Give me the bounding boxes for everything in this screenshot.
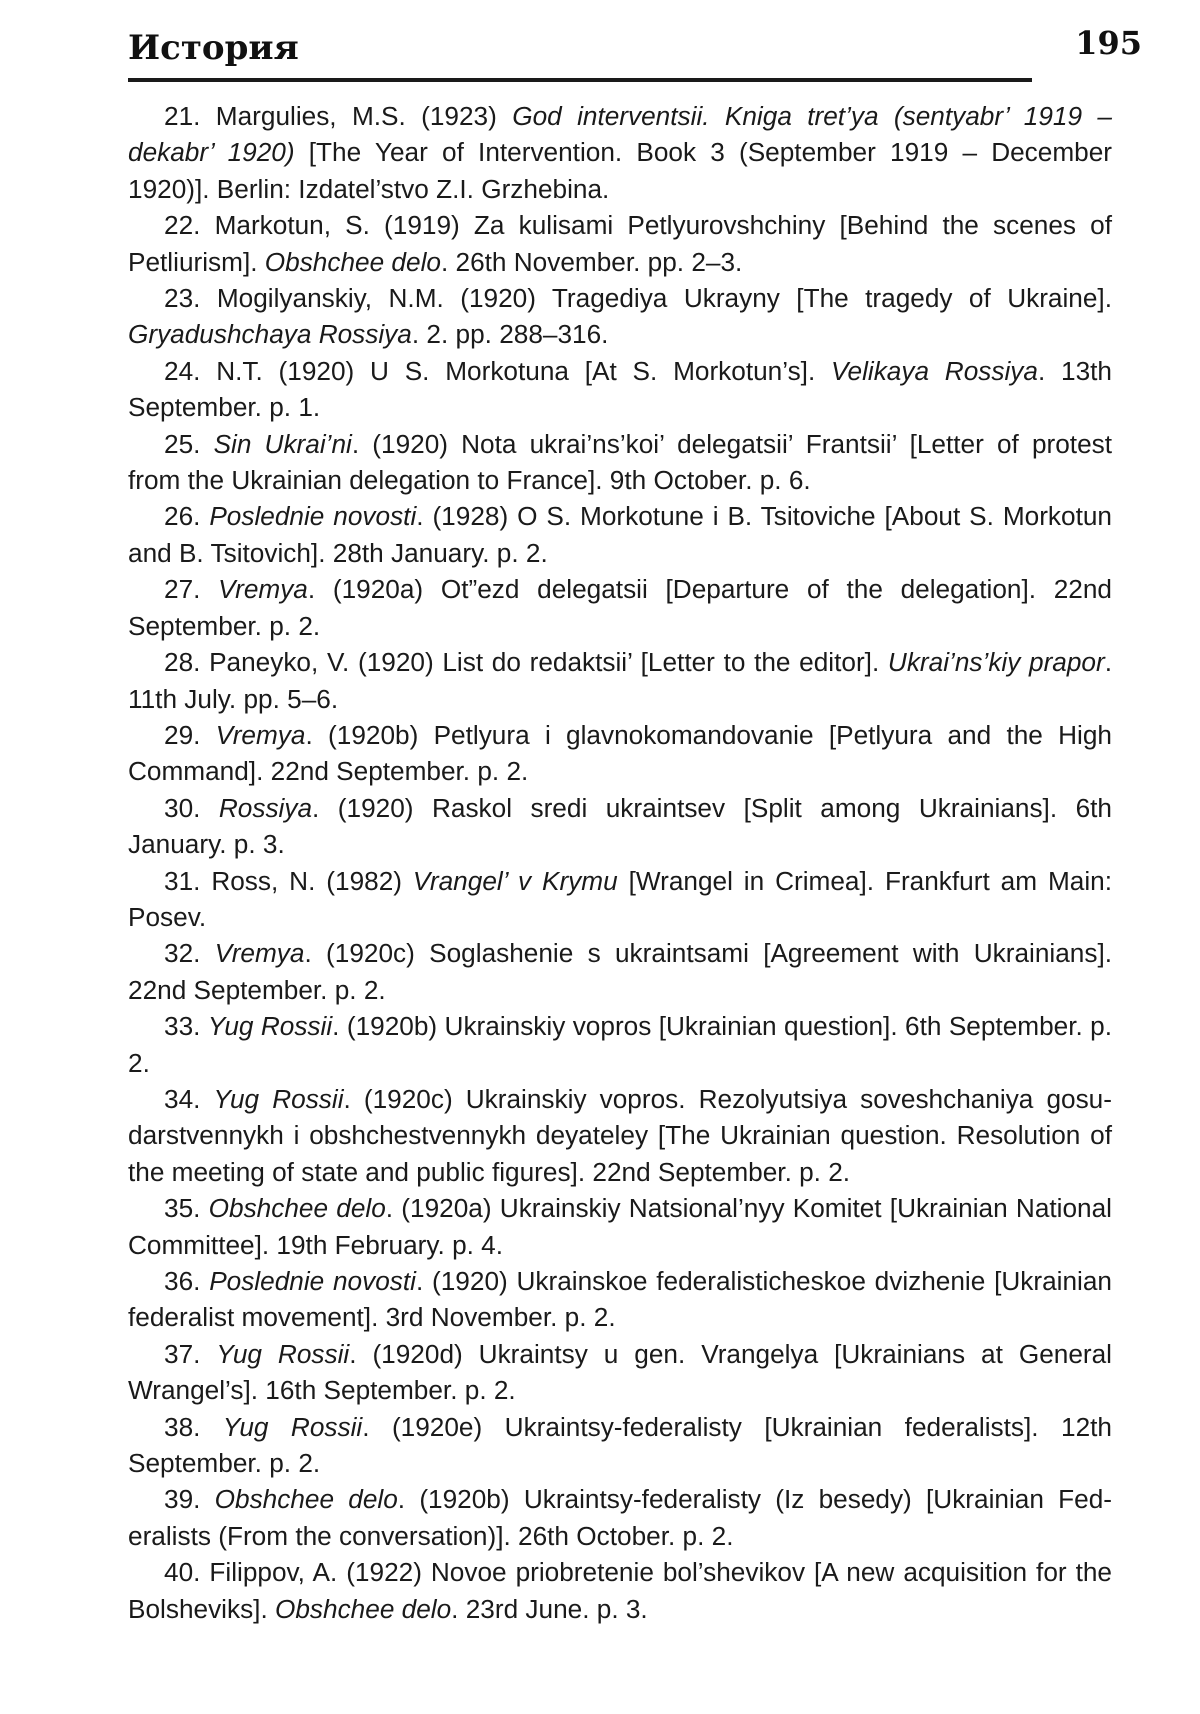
reference-text: . (1920e) Ukraintsy-federalisty [Ukrainian federalists]. 12th September. p. 2.: [128, 1411, 1112, 1479]
reference-source-title: God interventsii. Kniga tret’ya (sentyabr’ 1919 – dekabr’ 1920): [128, 101, 1112, 168]
reference-number: 36.: [164, 1266, 201, 1296]
reference-text: [200, 938, 214, 968]
reference-text: N.T. (1920) U S. Morkotuna [At S. Morkotun’s].: [200, 355, 832, 386]
reference-text: Markotun, S. (1919) Za kulisami Petlyurovshchiny [Behind the scenes of Petliurism].: [128, 210, 1112, 277]
reference-source-title: Obshchee delo: [208, 1193, 386, 1224]
reference-text: [200, 574, 218, 604]
reference-number: 21.: [164, 101, 201, 131]
reference-text: [200, 501, 209, 531]
reference-text: [200, 1011, 207, 1041]
reference-text: . (1920b) Petlyura i glavnokomandovanie [Petlyura and the High Command]. 22nd September. p. 2.: [128, 719, 1112, 787]
reference-entry: [128, 353, 1112, 426]
reference-source-title: Gryadushchaya Rossiya: [128, 319, 412, 350]
reference-text: Ross, N. (1982): [200, 865, 413, 896]
reference-number: 31.: [164, 865, 201, 896]
reference-number: 37.: [164, 1338, 201, 1369]
reference-number: 26.: [164, 501, 201, 532]
reference-entry: [128, 1081, 1112, 1190]
reference-text: [200, 1339, 216, 1369]
reference-entry: [128, 1481, 1112, 1554]
reference-source-title: Yug Rossii: [216, 1338, 350, 1369]
reference-source-title: Poslednie novosti: [209, 501, 417, 532]
reference-text: [Wrangel in Crimea]. Frankfurt am Main: Posev.: [128, 865, 1112, 932]
reference-entry: [128, 644, 1112, 717]
reference-number: 23.: [164, 283, 201, 314]
reference-entry: [128, 571, 1112, 644]
reference-source-title: Sin Ukrai’ni: [213, 428, 352, 459]
reference-text: Margulies, M.S. (1923): [200, 101, 513, 131]
reference-entry: [128, 426, 1112, 499]
reference-entry: [128, 1008, 1112, 1081]
reference-text: . (1920d) Ukraintsy u gen. Vrangelya [Ukrainians at General Wrangel’s]. 16th September. p. 2.: [128, 1338, 1112, 1406]
reference-text: [200, 1266, 209, 1296]
reference-text: . (1928) O S. Morkotune i B. Tsitoviche [About S. Morkotun and B. Tsitovich]. 28th January. p. 2.: [128, 501, 1112, 568]
reference-source-title: Vremya: [215, 719, 306, 750]
reference-source-title: Vrangel’ v Krymu: [412, 865, 618, 896]
reference-text: Filippov, A. (1922) Novoe priobretenie bol’shevikov [A new acquisition for the Bolsheviks].: [128, 1557, 1112, 1624]
reference-text: . (1920a) Ot”ezd delegatsii [Departure of the delegation]. 22nd September. p. 2.: [128, 574, 1112, 641]
page-number: 195: [1075, 24, 1142, 62]
reference-entry: [128, 1336, 1112, 1409]
reference-number: 34.: [164, 1083, 201, 1114]
reference-number: 40.: [164, 1557, 201, 1588]
reference-text: . 2. pp. 288–316.: [411, 319, 609, 350]
reference-number: 32.: [164, 938, 201, 969]
reference-source-title: Obshchee delo: [214, 1484, 398, 1515]
reference-number: 27.: [164, 574, 201, 605]
reference-text: [200, 1412, 222, 1442]
reference-number: 28.: [164, 647, 201, 678]
reference-source-title: Rossiya: [218, 792, 313, 823]
reference-text: [200, 793, 218, 823]
reference-number: 25.: [164, 428, 201, 459]
reference-source-title: Obshchee delo: [275, 1593, 452, 1624]
reference-list: [128, 98, 1112, 1627]
running-head: История: [128, 28, 299, 68]
reference-entry: [128, 790, 1112, 863]
reference-number: 24.: [164, 355, 201, 386]
reference-entry: [128, 935, 1112, 1008]
header-rule: [128, 78, 1032, 82]
reference-text: . (1920b) Ukraintsy-federalisty (Iz besedy) [Ukrainian Federalists (From the conversation)]. 26th October. p. 2.: [128, 1484, 1112, 1551]
reference-text: . 11th July. pp. 5–6.: [128, 647, 1112, 714]
reference-entry: [128, 863, 1112, 936]
reference-source-title: Yug Rossii: [213, 1083, 344, 1114]
reference-source-title: Ukrai’ns’kiy prapor: [887, 647, 1105, 678]
reference-text: Paneyko, V. (1920) List do redaktsii’ [Letter to the editor].: [200, 647, 888, 678]
reference-text: . 13th September. p. 1.: [128, 355, 1112, 423]
reference-text: [200, 1484, 214, 1514]
reference-text: . (1920) Ukrainskoe federalisticheskoe dvizhenie [Ukrainian federalist movement]. 3rd November. p. 2.: [128, 1266, 1112, 1333]
reference-number: 35.: [164, 1193, 201, 1224]
reference-source-title: Velikaya Rossiya: [831, 355, 1038, 386]
reference-number: 29.: [164, 719, 201, 750]
reference-source-title: Vremya: [218, 574, 308, 605]
reference-text: [The Year of Intervention. Book 3 (September 1919 – December 1920)]. Berlin: Izdatel’stvo Z.I. Grzhebina.: [128, 137, 1113, 204]
reference-text: . 26th November. pp. 2–3.: [440, 246, 743, 277]
reference-text: . (1920) Raskol sredi ukraintsev [Split among Ukrainians]. 6th January. p. 3.: [128, 792, 1112, 860]
reference-text: . (1920c) Ukrainskiy vopros. Rezolyutsiya soveshchaniya gosudarstvennykh i obshchestvennykh deyateley [The Ukrainian question. Resolution of the meeting of state and public figures]. 22nd September. p. 2.: [128, 1083, 1112, 1187]
reference-source-title: Yug Rossii: [222, 1411, 363, 1442]
reference-text: [200, 1193, 208, 1223]
reference-entry: [128, 1554, 1112, 1627]
reference-source-title: Obshchee delo: [264, 246, 441, 277]
reference-entry: [128, 280, 1112, 353]
reference-text: . (1920b) Ukrainskiy vopros [Ukrainian question]. 6th September. p. 2.: [128, 1011, 1113, 1078]
reference-number: 33.: [164, 1011, 201, 1042]
reference-text: [200, 1084, 213, 1114]
reference-text: [200, 429, 213, 459]
reference-source-title: Poslednie novosti: [209, 1266, 416, 1296]
reference-number: 30.: [164, 792, 201, 823]
reference-source-title: Yug Rossii: [207, 1011, 333, 1042]
reference-text: Mogilyanskiy, N.M. (1920) Tragediya Ukrayny [The tragedy of Ukraine].: [200, 283, 1112, 314]
reference-text: . (1920) Nota ukrai’ns’koi’ delegatsii’ Frantsii’ [Letter of protest from the Ukrainian delegation to France]. 9th October. p. 6.: [128, 428, 1113, 496]
reference-source-title: Vremya: [214, 938, 305, 969]
reference-entry: [128, 98, 1112, 207]
reference-entry: [128, 498, 1112, 571]
reference-number: 22.: [164, 210, 201, 241]
reference-entry: [128, 1409, 1112, 1482]
reference-number: 38.: [164, 1411, 201, 1442]
reference-entry: [128, 717, 1112, 790]
reference-number: 39.: [164, 1484, 201, 1515]
reference-text: . (1920c) Soglashenie s ukraintsami [Agreement with Ukrainians]. 22nd September. p. 2.: [128, 938, 1112, 1005]
page-header: [128, 24, 1142, 82]
reference-text: . (1920a) Ukrainskiy Natsional’nyy Komitet [Ukrainian National Committee]. 19th February. p. 4.: [128, 1193, 1112, 1260]
reference-entry: [128, 1190, 1112, 1263]
reference-text: . 23rd June. p. 3.: [451, 1593, 648, 1624]
reference-text: [200, 720, 215, 750]
reference-entry: [128, 1263, 1112, 1336]
reference-entry: [128, 207, 1112, 280]
